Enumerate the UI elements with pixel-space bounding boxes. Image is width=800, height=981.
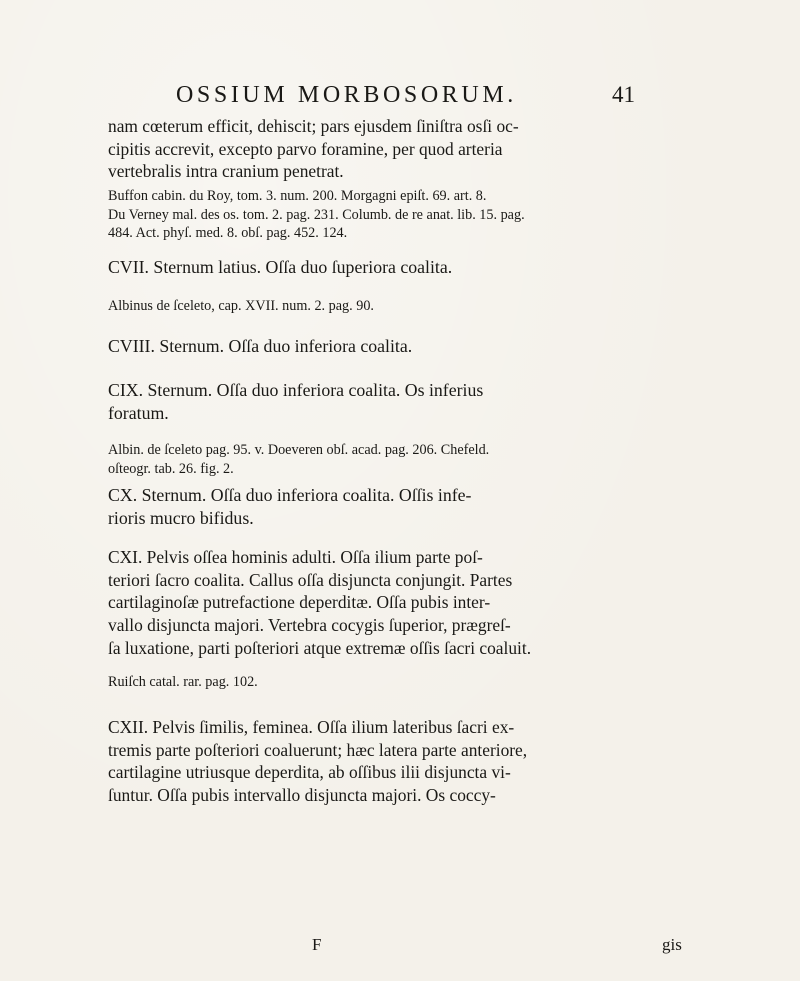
text-line: Du Verney mal. des os. tom. 2. pag. 231. Columb. de re anat. lib. 15. pag. [108,206,525,223]
entry-cix [108,379,688,425]
text-line: cartilagine utriusque deperdita, ab oſſibus ilii disjuncta vi- [108,762,511,783]
text-line: CVIII. Sternum. Oſſa duo inferiora coalita. [108,336,413,356]
text-line: Ruiſch catal. rar. pag. 102. [108,674,258,690]
text-line: Albinus de ſceleto, cap. XVII. num. 2. pag. 90. [108,298,374,314]
page-number: 41 [612,82,635,107]
catchword: gis [662,935,682,954]
text-line: vallo disjuncta majori. Vertebra cocygis ſuperior, prægreſ- [108,615,511,636]
text-line: tremis parte poſteriori coaluerunt; hæc latera parte anteriore, [108,739,528,760]
text-line: CVII. Sternum latius. Oſſa duo ſuperiora coalita. [108,257,453,277]
text-line: CXI. Pelvis oſſea hominis adulti. Oſſa ilium parte poſ- [108,547,483,567]
text-line: rioris mucro bifidus. [108,508,254,528]
signature-mark: F [312,935,322,954]
reference-note [108,673,688,692]
text-line: CX. Sternum. Oſſa duo inferiora coalita. Oſſis infe- [108,485,472,505]
text-line: 484. Act. phyſ. med. 8. obſ. pag. 452. 124. [108,225,348,242]
entry-cviii [108,335,688,358]
text-line: cartilaginoſæ putrefactione deperditæ. Oſſa pubis inter- [108,592,491,613]
text-line: ſuntur. Oſſa pubis intervallo disjuncta majori. Os coccy- [108,785,496,806]
entry-cvii [108,256,688,279]
text-line: oſteogr. tab. 26. fig. 2. [108,460,234,477]
text-line: vertebralis intra cranium penetrat. [108,161,344,182]
text-line: teriori ſacro coalita. Callus oſſa disjuncta conjungit. Partes [108,569,513,590]
text-line: CIX. Sternum. Oſſa duo inferiora coalita. Os inferius [108,380,484,400]
text-line: ſa luxatione, parti poſteriori atque extremæ oſſis ſacri coaluit. [108,637,532,658]
text-line: Albin. de ſceleto pag. 95. v. Doeveren obſ. acad. pag. 206. Chefeld. [108,442,490,458]
text-line: foratum. [108,403,169,423]
reference-note [108,441,688,478]
entry-cxi [108,546,688,660]
reference-note [108,187,688,243]
entry-cx [108,484,688,530]
text-line: cipitis accrevit, excepto parvo foramine, per quod arteria [108,138,503,159]
running-title: OSSIUM MORBOSORUM. [176,82,517,108]
text-line: nam cœterum efficit, dehiscit; pars ejusdem ſiniſtra osſi oc- [108,116,519,136]
reference-note [108,297,688,316]
text-line: CXII. Pelvis ſimilis, feminea. Oſſa ilium lateribus ſacri ex- [108,717,515,737]
entry-cxii [108,716,688,807]
text-line: Buffon cabin. du Roy, tom. 3. num. 200. Morgagni epiſt. 69. art. 8. [108,188,487,204]
text-block-intro [108,115,688,183]
